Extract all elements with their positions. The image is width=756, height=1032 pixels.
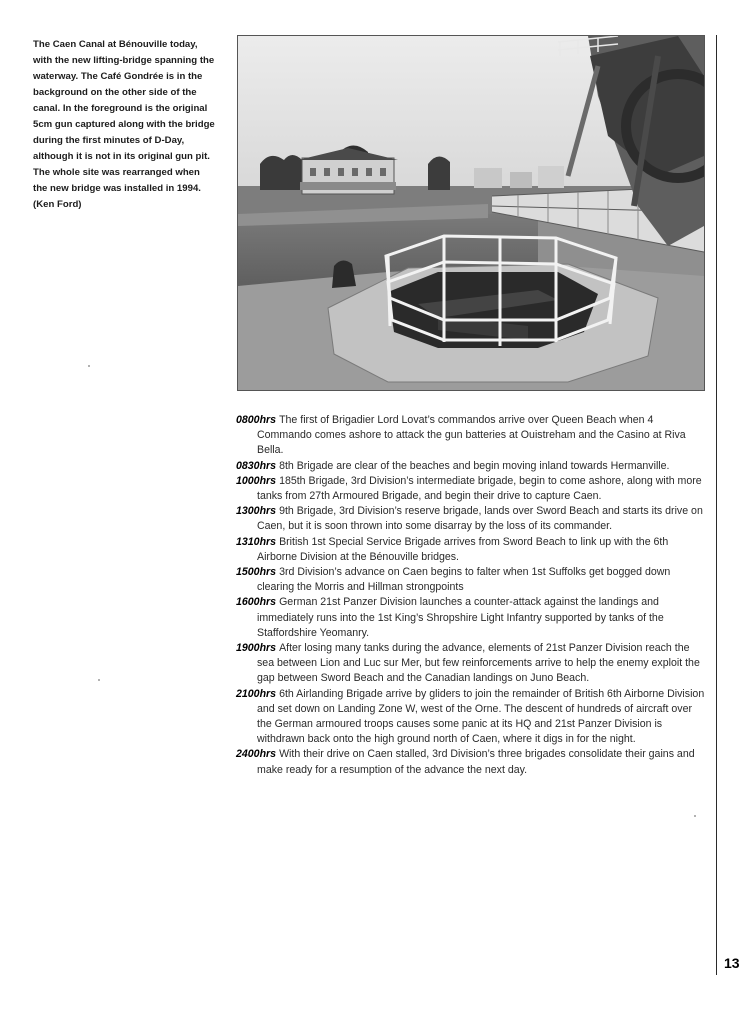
entry-text: After losing many tanks during the advance, elements of 21st Panzer Division reach the sea between Lion and Luc sur Mer, but few reinforcements arrive to help the enemy exploit the gap between Sword Beach and the Canadian landings on Juno Beach. [257, 642, 700, 685]
scan-speck [88, 365, 90, 367]
entry-text: 9th Brigade, 3rd Division’s reserve brigade, lands over Sword Beach and starts its drive on Caen, but it is soon thrown into some disarray by the loss of its commander. [257, 505, 703, 533]
timeline-entry [236, 474, 706, 504]
entry-time: 2400hrs [236, 748, 277, 761]
timeline-entry [236, 413, 706, 459]
page-number: 13 [724, 955, 740, 971]
entry-time: 1000hrs [236, 474, 277, 487]
entry-time: 1600hrs [236, 596, 277, 609]
entry-time: 0800hrs [236, 414, 277, 426]
entry-text: 3rd Division’s advance on Caen begins to falter when 1st Suffolks get bogged down clearing the Morris and Hillman strongpoints [257, 566, 671, 594]
timeline-entry [236, 459, 706, 474]
entry-text: 185th Brigade, 3rd Division’s intermediate brigade, begin to come ashore, along with more tanks from 27th Armoured Brigade, and begin their drive to capture Caen. [257, 474, 702, 503]
entry-time: 1300hrs [236, 505, 277, 518]
entry-text: 8th Brigade are clear of the beaches and begin moving inland towards Hermanville. [279, 459, 670, 472]
entry-text: German 21st Panzer Division launches a counter-attack against the landings and immediately runs into the 1st King’s Shropshire Light Infantry supported by tanks of the Staffordshire Yeomanry. [257, 596, 664, 639]
page-rule [716, 35, 717, 975]
entry-time: 1500hrs [236, 566, 277, 579]
entry-text: British 1st Special Service Brigade arrives from Sword Beach to link up with the 6th Airborne Division at the Bénouville bridges. [257, 535, 669, 563]
scan-speck [694, 815, 696, 817]
timeline-entry [236, 535, 706, 565]
timeline-entry [236, 687, 706, 748]
d-day-timeline [236, 413, 706, 778]
entry-time: 0830hrs [236, 459, 277, 472]
photo-caption: The Caen Canal at Bénouville today, with the new lifting-bridge spanning the waterway. The Café Gondrée is in the background on the other side of the canal. In the foreground is the original 5cm gun captured along with the bridge during the first minutes of D-Day, although it is not in its original gun pit. The whole site was rearranged when the new bridge was installed in 1994. (Ken Ford) [33, 39, 215, 210]
entry-text: The first of Brigadier Lord Lovat’s commandos arrive over Queen Beach when 4 Commando comes ashore to attack the gun batteries at Ouistreham and the Casino at Riva Bella. [257, 414, 686, 457]
timeline-entry [236, 595, 706, 641]
timeline-entry [236, 641, 706, 687]
canal-bridge-photo [237, 35, 705, 391]
entry-text: With their drive on Caen stalled, 3rd Division’s three brigades consolidate their gains and make ready for a resumption of the advance the next day. [257, 748, 695, 776]
entry-text: 6th Airlanding Brigade arrive by gliders to join the remainder of British 6th Airborne Division and set down on Landing Zone W, west of the Orne. The descent of hundreds of aircraft over the German armoured troops causes some panic at its HQ and 21st Panzer Division is withdrawn back onto the high ground north of Caen, where it digs in for the night. [257, 687, 705, 746]
timeline-entry [236, 565, 706, 595]
entry-time: 1310hrs [236, 535, 277, 548]
timeline-entry [236, 747, 706, 777]
canal-bridge-illustration [238, 36, 704, 390]
timeline-entry [236, 504, 706, 534]
entry-time: 1900hrs [236, 642, 277, 655]
entry-time: 2100hrs [236, 687, 277, 700]
scan-speck [98, 679, 100, 681]
